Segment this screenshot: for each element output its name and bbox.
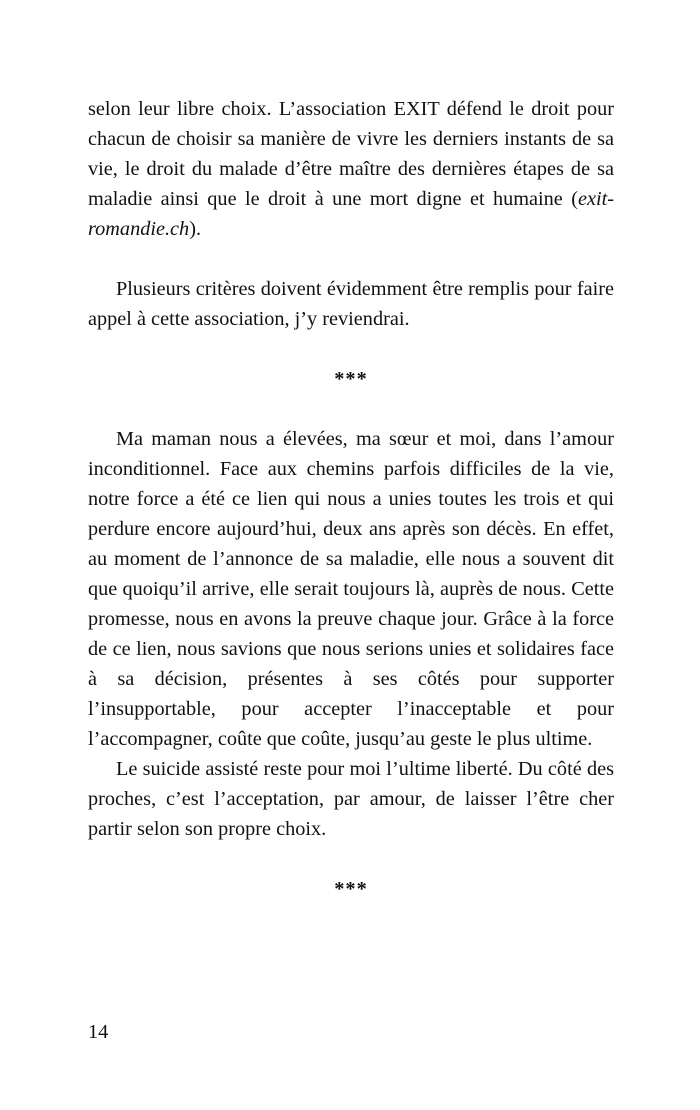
paragraph-criteria: Plusieurs critères doivent évidemment être remplis pour faire appel à cette association, j’y reviendrai. — [88, 278, 614, 330]
page-number: 14 — [88, 1021, 109, 1043]
paragraph-mother: Ma maman nous a élevées, ma sœur et moi, dans l’amour inconditionnel. Face aux chemins parfois difficiles de la vie, notre force a été ce lien qui nous a unies toutes les trois et qui perdure encore aujourd’hui, deux ans après son décès. En effet, au moment de l’annonce de sa maladie, elle nous a souvent dit que quoiqu’il arrive, elle serait toujours là, auprès de nous. Cette promesse, nous en avons la preuve chaque jour. Grâce à la force de ce lien, nous savions que nous serions unies et solidaires face à sa décision, présentes à ses côtés pour supporter l’insupportable, pour accepter l’inacceptable et pour l’accompagner, coûte que coûte, jusqu’au geste le plus ultime. — [88, 428, 614, 750]
section-separator: *** — [334, 368, 368, 390]
paragraph-text: selon leur libre choix. L’association EXIT défend le droit pour chacun de choisir sa manière de vivre les derniers instants de sa vie, le droit du malade d’être maître des dernières étapes de sa maladie ainsi que le droit à une mort digne et humaine ( — [88, 98, 614, 210]
page-body — [88, 94, 614, 904]
section-separator-end: *** — [334, 878, 368, 900]
website-reference: exit-romandie.ch — [88, 188, 614, 240]
paragraph-text-end: ). — [189, 218, 202, 240]
paragraph-assisted-suicide: Le suicide assisté reste pour moi l’ultime liberté. Du côté des proches, c’est l’acceptation, par amour, de laisser l’être cher partir selon son propre choix. — [88, 758, 614, 840]
paragraph-exit-association — [88, 94, 614, 244]
